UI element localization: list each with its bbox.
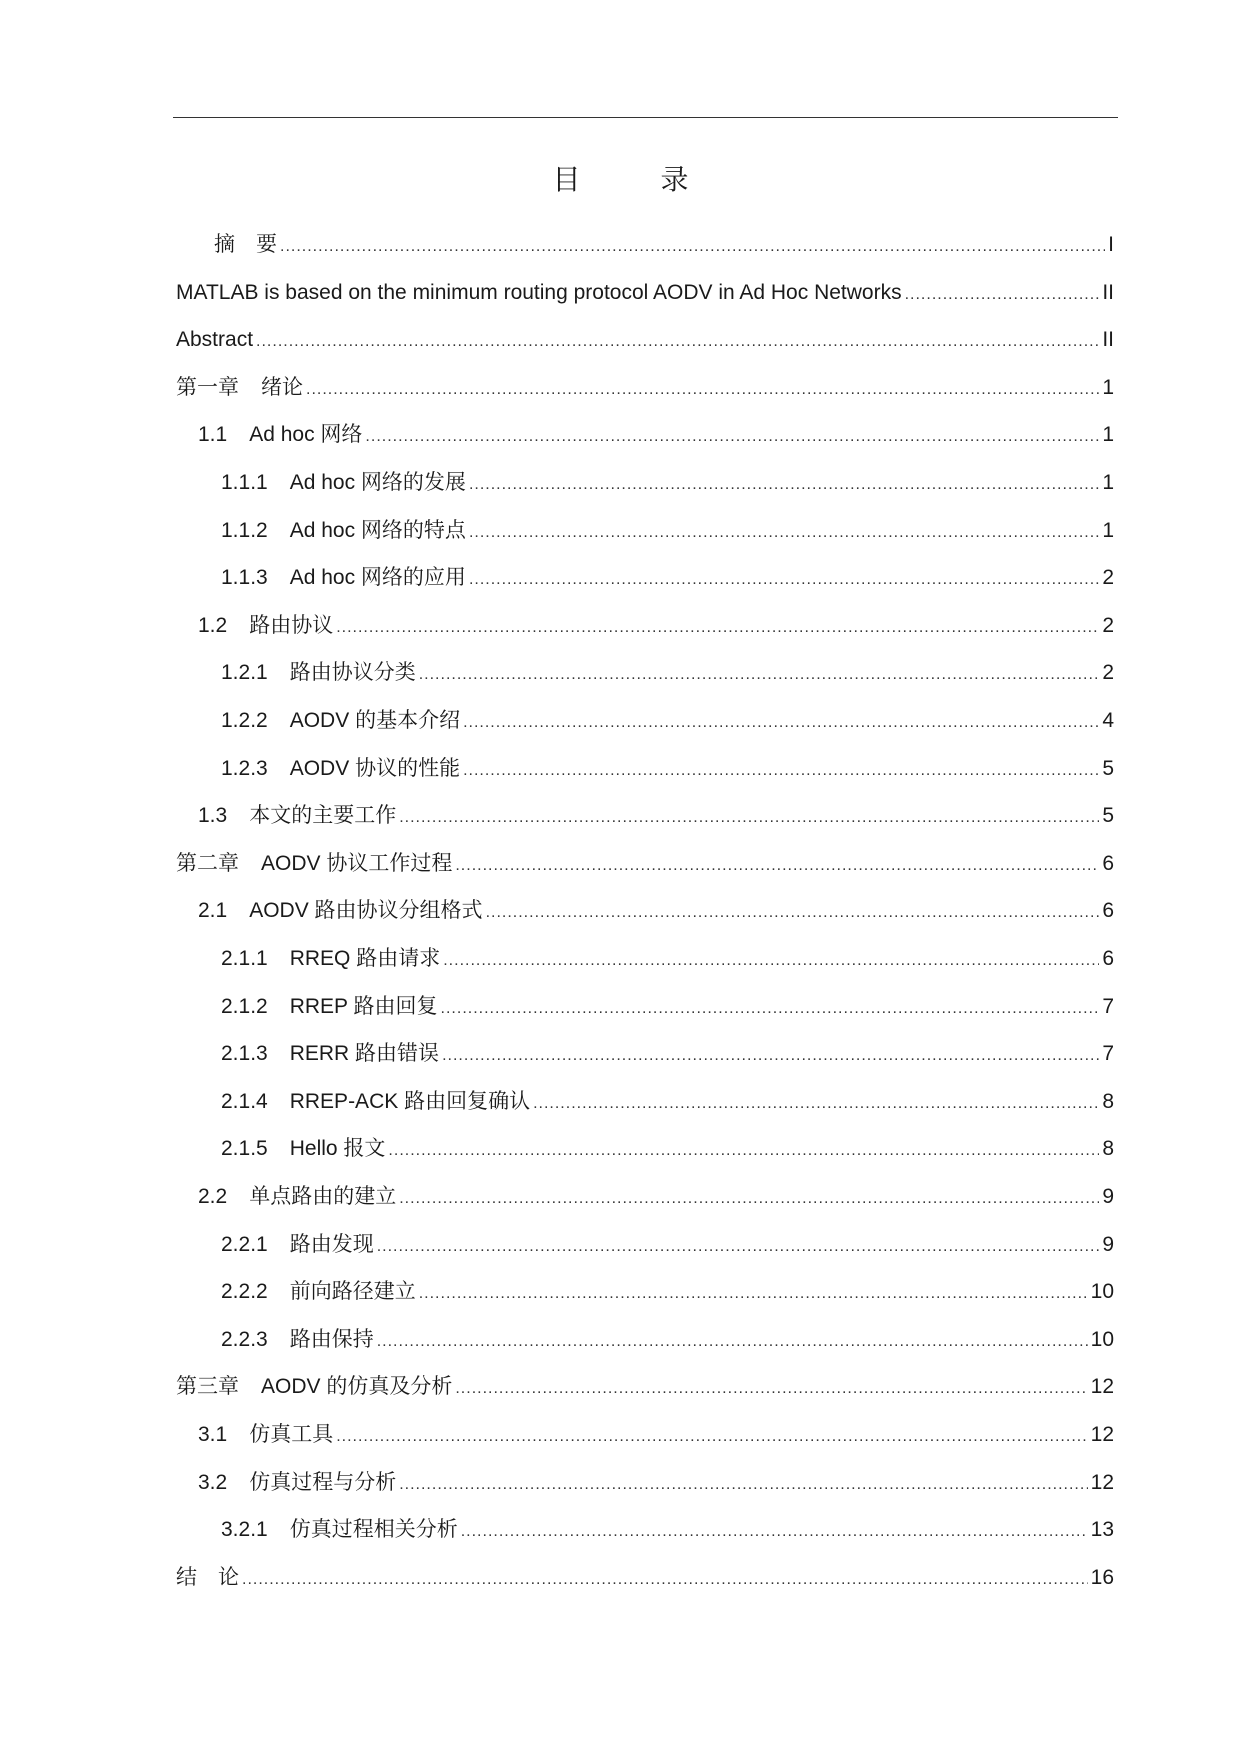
toc-entry[interactable]: [176, 210, 1114, 258]
toc-entry-title: 仿真过程与分析: [249, 1470, 397, 1494]
toc-entry-page-number: II: [1102, 280, 1114, 304]
toc-entry-page-number: 1: [1102, 423, 1114, 447]
toc-entry-label: [176, 1136, 385, 1162]
toc-entry[interactable]: [176, 591, 1114, 639]
toc-entry-title: RREP-ACK 路由回复确认: [289, 1089, 531, 1113]
toc-entry-title: RREQ 路由请求: [289, 947, 441, 970]
toc-entry-title: AODV 的仿真及分析: [261, 1375, 453, 1399]
dot-leader: [455, 1378, 1087, 1400]
dot-leader: [256, 331, 1099, 353]
toc-entry-label: [176, 232, 277, 258]
toc-entry-number: 2.1.1: [221, 947, 268, 970]
toc-entry-title: RREP 路由回复: [289, 994, 438, 1018]
dot-leader: [399, 807, 1099, 829]
toc-entry-page-number: 16: [1090, 1565, 1114, 1589]
dot-leader: [486, 902, 1100, 924]
toc-entry-label: [176, 898, 483, 924]
toc-entry[interactable]: [176, 400, 1114, 448]
toc-entry-title: 仿真过程相关分析: [289, 1518, 458, 1542]
toc-entry-label: [176, 565, 466, 591]
dot-leader: [463, 712, 1099, 734]
toc-entry-title: 单点路由的建立: [249, 1185, 397, 1208]
toc-entry-title: 绪论: [261, 375, 303, 399]
toc-entry-label: [176, 1327, 374, 1353]
dot-leader: [388, 1140, 1099, 1162]
toc-entry-title: Ad hoc 网络: [249, 423, 363, 447]
toc-entry-page-number: II: [1102, 328, 1114, 352]
toc-entry[interactable]: [176, 1495, 1114, 1543]
dot-leader: [377, 1331, 1088, 1353]
toc-entry-title: Ad hoc 网络的特点: [289, 518, 466, 542]
toc-entry-page-number: 8: [1102, 1089, 1114, 1113]
toc-entry-label: [176, 803, 396, 829]
toc-entry-page-number: 9: [1102, 1232, 1114, 1256]
toc-entry-number: 1.1: [198, 423, 228, 447]
toc-entry-title: AODV 协议的性能: [289, 756, 461, 780]
dot-leader: [905, 284, 1100, 306]
dot-leader: [242, 1569, 1088, 1591]
toc-entry-page-number: 8: [1102, 1137, 1114, 1161]
toc-entry-page-number: 6: [1102, 899, 1114, 923]
toc-entry-title: 结 论: [176, 1565, 239, 1589]
toc-entry-number: 2.1.2: [221, 994, 268, 1018]
toc-entry[interactable]: [176, 638, 1114, 686]
toc-entry-label: [176, 756, 460, 782]
toc-entry-label: [176, 613, 333, 639]
toc-entry[interactable]: [176, 1352, 1114, 1400]
toc-entry[interactable]: [176, 1448, 1114, 1496]
toc-entry-label: [176, 1089, 530, 1115]
toc-entry-label: [176, 422, 362, 448]
toc-entry[interactable]: [176, 1400, 1114, 1448]
toc-entry-title: 摘 要: [214, 233, 277, 256]
toc-entry-number: 1.2.2: [221, 709, 268, 732]
toc-entry-page-number: 5: [1102, 804, 1114, 828]
toc-entry-number: 3.2.1: [221, 1518, 268, 1542]
toc-entry-title: 仿真工具: [249, 1423, 334, 1446]
toc-entry-number: 2.1.4: [221, 1089, 268, 1113]
toc-entry-page-number: I: [1108, 233, 1114, 256]
toc-entry-page-number: 7: [1102, 994, 1114, 1018]
toc-entry-label: [176, 1517, 458, 1543]
toc-entry[interactable]: [176, 353, 1114, 401]
toc-entry-page-number: 1: [1102, 518, 1114, 542]
toc-entry-label: [176, 470, 466, 496]
toc-entry[interactable]: [176, 1257, 1114, 1305]
dot-leader: [469, 522, 1099, 544]
toc-entry[interactable]: [176, 496, 1114, 544]
toc-entry-label: [176, 1232, 374, 1258]
toc-entry-page-number: 12: [1090, 1375, 1114, 1399]
toc-entry[interactable]: [176, 734, 1114, 782]
toc-entry-title: Hello 报文: [289, 1137, 386, 1161]
dot-leader: [280, 236, 1105, 258]
toc-entry[interactable]: [176, 686, 1114, 734]
toc-entry-label: [176, 327, 253, 353]
toc-entry-title: 路由协议: [249, 613, 334, 637]
toc-entry-title: 路由发现: [289, 1232, 374, 1256]
toc-entry[interactable]: [176, 972, 1114, 1020]
toc-entry-title: 路由保持: [289, 1327, 374, 1351]
toc-entry-page-number: 2: [1102, 613, 1114, 637]
toc-entry[interactable]: [176, 448, 1114, 496]
toc-entry[interactable]: [176, 258, 1114, 306]
toc-entry-label: [176, 994, 438, 1020]
toc-entry-page-number: 4: [1102, 709, 1114, 732]
toc-entry-page-number: 6: [1102, 851, 1114, 875]
toc-entry[interactable]: [176, 829, 1114, 877]
toc-entry-page-number: 12: [1090, 1470, 1114, 1494]
toc-entry-title: 前向路径建立: [289, 1280, 416, 1304]
toc-entry-page-number: 10: [1090, 1280, 1114, 1304]
toc-entry-label: [176, 708, 460, 734]
toc-entry[interactable]: [176, 876, 1114, 924]
toc-entry-page-number: 5: [1102, 756, 1114, 780]
toc-entry-number: 1.3: [198, 804, 228, 828]
toc-entry-title: MATLAB is based on the minimum routing protocol AODV in Ad Hoc Networks: [176, 280, 902, 304]
toc-entry-page-number: 1: [1102, 375, 1114, 399]
toc-entry-label: [176, 1279, 416, 1305]
toc-entry-number: 1.2.1: [221, 661, 268, 685]
toc-entry-label: [176, 1041, 439, 1067]
toc-entry-page-number: 12: [1090, 1423, 1114, 1446]
toc-entry-page-number: 10: [1090, 1327, 1114, 1351]
toc-entry-title: Abstract: [176, 328, 254, 352]
dot-leader: [336, 1426, 1087, 1448]
page-title: 目 录: [552, 163, 715, 196]
dot-leader: [443, 950, 1099, 972]
dot-leader: [533, 1093, 1099, 1115]
toc-entry-number: 2.1: [198, 899, 228, 923]
toc-entry-number: 2.2.2: [221, 1280, 268, 1304]
toc-entry-number: 2.2.3: [221, 1327, 268, 1351]
toc-entry[interactable]: [176, 1067, 1114, 1115]
toc-entry-number: 2.2.1: [221, 1232, 268, 1256]
toc-entry-label: [176, 851, 452, 877]
toc-entry-number: 第一章: [176, 375, 239, 399]
dot-leader: [377, 1236, 1100, 1258]
header-rule: [173, 117, 1118, 118]
toc-entry-number: 2.2: [198, 1185, 228, 1208]
toc-entry-label: [176, 375, 303, 401]
toc-entry-number: 1.1.3: [221, 566, 268, 590]
toc-entry-label: [176, 280, 902, 306]
dot-leader: [469, 569, 1099, 591]
dot-leader: [336, 617, 1099, 639]
toc-entry-title: Ad hoc 网络的发展: [289, 471, 466, 494]
toc-entry-number: 第三章: [176, 1375, 239, 1399]
toc-entry-page-number: 2: [1102, 566, 1114, 590]
toc-entry-title: AODV 的基本介绍: [289, 709, 461, 732]
toc-entry-title: Ad hoc 网络的应用: [289, 566, 466, 590]
toc-entry-title: AODV 路由协议分组格式: [249, 899, 483, 923]
toc-entry-number: 1.1.2: [221, 518, 268, 542]
toc-entry-label: [176, 660, 416, 686]
toc-entry-label: [176, 1374, 452, 1400]
toc-entry-label: [176, 1565, 239, 1591]
toc-entry-title: RERR 路由错误: [289, 1042, 440, 1066]
toc-entry-number: 1.2: [198, 613, 228, 637]
toc-entry[interactable]: [176, 305, 1114, 353]
toc-entry-number: 1.1.1: [221, 471, 268, 494]
toc-entry-page-number: 9: [1102, 1185, 1114, 1208]
toc-entry-number: 第二章: [176, 851, 239, 875]
toc-entry-page-number: 7: [1102, 1042, 1114, 1066]
toc-entry[interactable]: [176, 1543, 1114, 1591]
dot-leader: [441, 998, 1100, 1020]
toc-entry-label: [176, 1422, 333, 1448]
dot-leader: [455, 855, 1099, 877]
dot-leader: [306, 379, 1099, 401]
toc-entry[interactable]: [176, 1210, 1114, 1258]
toc-entry-label: [176, 1470, 396, 1496]
toc-entry[interactable]: [176, 1162, 1114, 1210]
dot-leader: [469, 474, 1099, 496]
toc-entry-label: [176, 518, 466, 544]
toc-entry[interactable]: [176, 1019, 1114, 1067]
toc-entry-page-number: 13: [1090, 1518, 1114, 1542]
toc-entry-label: [176, 1184, 396, 1210]
toc-entry[interactable]: [176, 543, 1114, 591]
toc-entry-number: 3.1: [198, 1423, 228, 1446]
toc-entry[interactable]: [176, 1114, 1114, 1162]
toc-entry-number: 2.1.3: [221, 1042, 268, 1066]
toc-entry-number: 3.2: [198, 1470, 228, 1494]
dot-leader: [463, 760, 1099, 782]
toc-entry[interactable]: [176, 781, 1114, 829]
toc-entry-title: AODV 协议工作过程: [261, 851, 453, 875]
dot-leader: [419, 664, 1100, 686]
toc-entry[interactable]: [176, 1305, 1114, 1353]
toc-entry-page-number: 6: [1102, 947, 1114, 970]
toc-entry-page-number: 1: [1102, 471, 1114, 494]
toc-entry-title: 路由协议分类: [289, 661, 416, 685]
toc-entry-label: [176, 946, 440, 972]
dot-leader: [442, 1045, 1099, 1067]
dot-leader: [399, 1474, 1087, 1496]
toc-entry[interactable]: [176, 924, 1114, 972]
toc-entry-number: 1.2.3: [221, 756, 268, 780]
dot-leader: [419, 1283, 1088, 1305]
dot-leader: [461, 1521, 1088, 1543]
dot-leader: [399, 1188, 1099, 1210]
dot-leader: [365, 426, 1099, 448]
toc-entry-number: 2.1.5: [221, 1137, 268, 1161]
toc-entry-title: 本文的主要工作: [249, 804, 397, 828]
toc-entry-page-number: 2: [1102, 661, 1114, 685]
